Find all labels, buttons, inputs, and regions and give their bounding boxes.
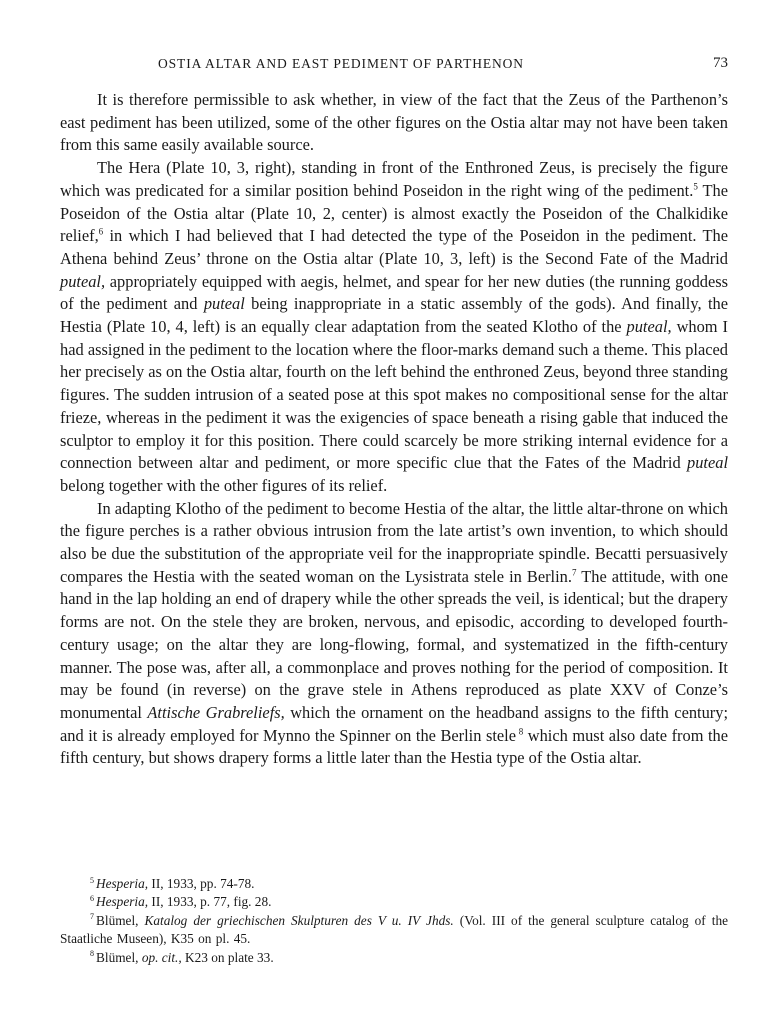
footnote-ref: 5 [693, 181, 698, 192]
paragraph [60, 498, 728, 770]
footnote-text: K23 on plate 33. [181, 949, 274, 965]
text-run: whom I had assigned in the pediment to the location where the floor-marks demand such a theme. This placed her precisely as on the Ostia altar, fourth on the left behind the enthroned Zeus, beyond three standing figures. The sudden intrusion of a seated pose at this spot makes no compositional sense for the altar frieze, whereas in the pediment it was the exigencies of space beneath a rising gable that induced the sculptor to employ it for this position. There could scarcely be more striking internal evidence for a connection between altar and pediment, or more specific clue that the Fates of the Madrid [60, 317, 728, 473]
paragraph [60, 89, 728, 157]
italic-term: Attische Grabreliefs, [147, 702, 285, 722]
footnote-text: (Vol. III of the general sculpture catalog of the Staatliche Museen), K35 on pl. 45. [60, 912, 728, 947]
footnote-number: 6 [90, 893, 94, 903]
footnote-ref: 8 [516, 726, 524, 737]
footnote-7 [60, 912, 728, 949]
text-run: The Poseidon of the Ostia altar (Plate 10, 2, center) is almost exactly the Poseidon of the Chalkidike relief, [60, 180, 728, 246]
text-run: which must also date from the fifth century, but shows drapery forms a little later than the Hestia type of the Ostia altar. [60, 725, 729, 768]
footnote-text: II, 1933, p. 77, fig. 28. [148, 894, 272, 910]
text-run: being inappropriate in a static assembly of the gods). And finally, the Hestia (Plate 10, 4, left) is an equally clear adaptation from the seated Klotho of the [60, 294, 728, 337]
footnote-author: Blümel, [96, 949, 142, 965]
text-run: which the ornament on the headband assigns to the fifth century; and it is already employed for Mynno the Spinner on the Berlin stele [60, 702, 728, 745]
italic-term: puteal [203, 294, 245, 314]
italic-term: puteal [687, 453, 728, 473]
footnote-source: Katalog der griechischen Skulpturen des V u. IV Jhds. [144, 912, 454, 928]
text-run: in which I had believed that I had detected the type of the Poseidon in the pediment. The Athena behind Zeus’ throne on the Ostia altar (Plate 10, 3, left) is the Second Fate of the Madrid [60, 226, 728, 268]
italic-term: puteal, [626, 317, 672, 337]
running-title: OSTIA ALTAR AND EAST PEDIMENT OF PARTHENON [158, 56, 524, 71]
text-run: The attitude, with one hand in the lap holding an end of drapery while the other spreads the veil, is identical; but the drapery forms are not. On the stele they are broken, nervous, and episodic, according to developed fourth-century usage; on the altar they are long-flowing, formal, and systematized in the fifth-century manner. The pose was, after all, a commonplace and proves nothing for the period of composition. It may be found (in reverse) on the grave stele in Athens reproduced as plate XXV of Conze’s monumental [60, 566, 728, 722]
text-run: In adapting Klotho of the pediment to become Hestia of the altar, the little altar-throne on which the figure perches is a rather obvious intrusion from the late artist’s own invention, to which should also be due the substitution of the appropriate veil for the inappropriate spindle. Becatti persuasively compares the Hestia with the seated woman on the Lysistrata stele in Berlin. [60, 498, 728, 586]
page-number: 73 [713, 55, 728, 71]
running-header [60, 56, 728, 78]
text-run: The Hera (Plate 10, 3, right), standing in front of the Enthroned Zeus, is precisely the figure which was predicated for a similar position behind Poseidon in the right wing of the pediment. [60, 158, 728, 200]
footnote-ref: 6 [98, 226, 104, 237]
footnote-source: Hesperia, [96, 894, 149, 910]
footnote-text: II, 1933, pp. 74-78. [148, 876, 255, 891]
footnote-source: Hesperia, [96, 876, 149, 891]
body-text [60, 89, 728, 770]
paragraph [60, 157, 728, 498]
footnote-number: 5 [90, 875, 94, 885]
footnote-source: op. cit., [141, 949, 182, 965]
footnote-author: Blümel, [96, 912, 145, 928]
text-run: belong together with the other figures of its relief. [60, 475, 388, 495]
footnote-number: 7 [90, 912, 94, 922]
footnote-ref: 7 [571, 567, 577, 578]
footnote-8 [60, 949, 728, 967]
footnote-number: 8 [90, 949, 94, 959]
text-run: It is therefore permissible to ask whether, in view of the fact that the Zeus of the Parthenon’s east pediment has been utilized, some of the other figures on the Ostia altar may not have been taken from this same easily available source. [60, 90, 728, 155]
italic-term: puteal, [60, 271, 106, 291]
text-run: appropriately equipped with aegis, helmet, and spear for her new duties (the running goddess of the pediment and [60, 271, 728, 314]
footnote-6 [60, 893, 728, 911]
footnote-5 [60, 875, 728, 893]
footnotes [60, 875, 728, 967]
